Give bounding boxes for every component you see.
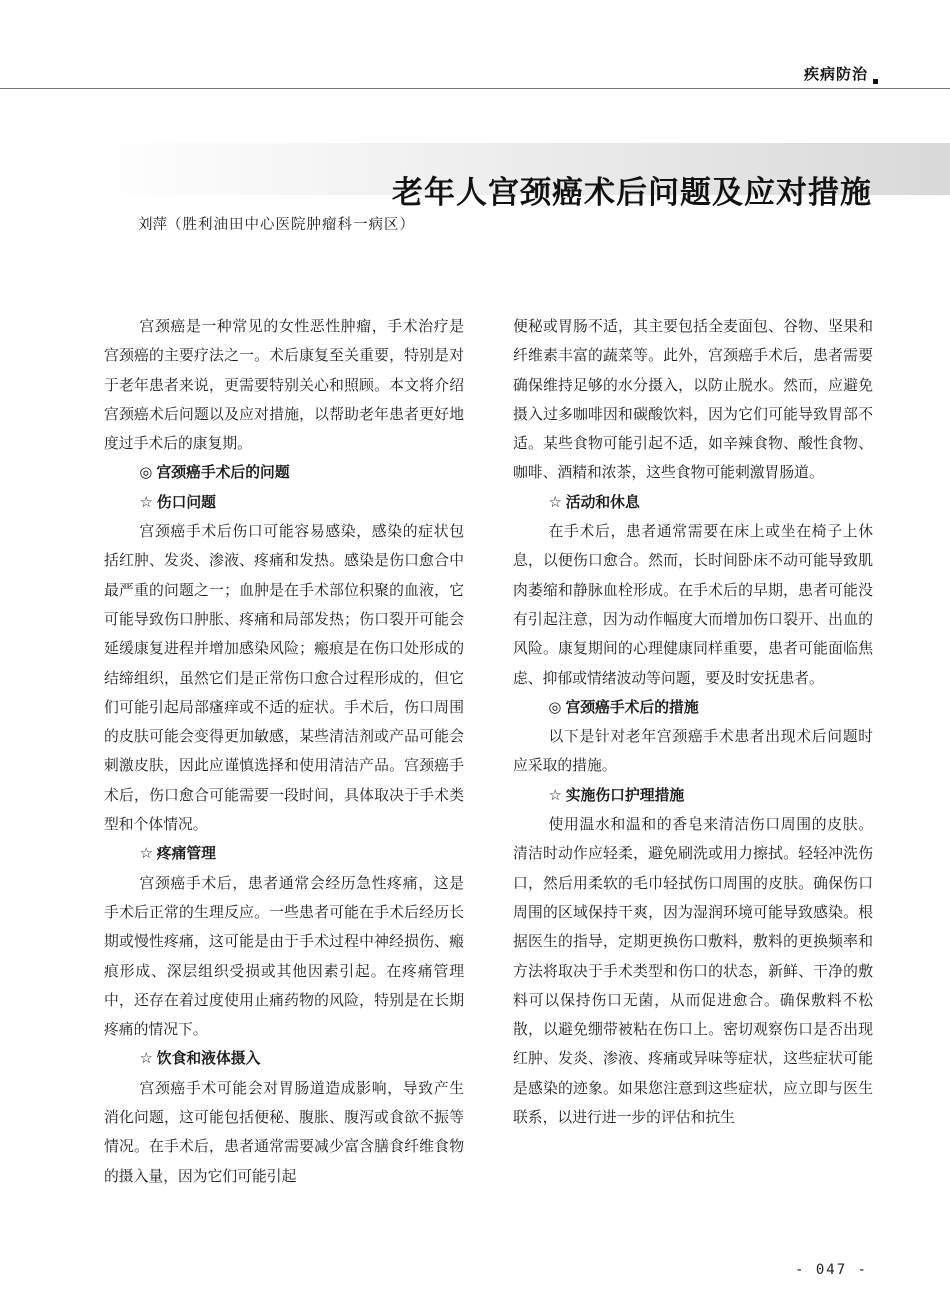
section-heading [104, 488, 464, 517]
section-heading [104, 839, 464, 868]
section-heading-text: 疼痛管理 [156, 845, 216, 863]
section-heading [104, 1044, 464, 1073]
body-paragraph: 宫颈癌手术可能会对胃肠道造成影响，导致产生消化问题，这可能包括便秘、腹胀、腹泻或食欲不振等情况。在手术后，患者通常需要减少富含膳食纤维食物的摄入量，因为它们可能引起 [104, 1079, 464, 1185]
star-icon: ☆ [139, 493, 153, 511]
star-icon: ☆ [139, 845, 153, 863]
left-column [104, 312, 464, 1191]
header-rule [0, 88, 950, 89]
star-icon: ☆ [139, 1050, 153, 1068]
right-column [513, 312, 873, 1132]
header-section-label: 疾病防治 [803, 65, 868, 83]
star-icon: ☆ [548, 493, 562, 511]
author-affiliation: （胜利油田中心医院肿瘤科一病区） [167, 217, 415, 233]
header-square-marker [873, 79, 878, 84]
body-paragraph: 在手术后，患者通常需要在床上或坐在椅子上休息，以便伤口愈合。然而，长时间卧床不动可能导致肌肉萎缩和静脉血栓形成。在手术后的早期，患者可能没有引起注意，因为动作幅度大而增加伤口裂开、出血的风险。康复期间的心理健康同样重要，患者可能面临焦虑、抑郁或情绪波动等问题，要及时安抚患者。 [513, 523, 873, 687]
double-circle-icon: ◎ [139, 464, 153, 482]
body-paragraph: 便秘或胃肠不适，其主要包括全麦面包、谷物、坚果和纤维素丰富的蔬菜等。此外，宫颈癌手术后，患者需要确保维持足够的水分摄入，以防止脱水。然而，应避免摄入过多咖啡因和碳酸饮料，因为它们可能导致胃部不适。某些食物可能引起不适，如辛辣食物、酸性食物、咖啡、酒精和浓茶，这些食物可能刺激胃肠道。 [513, 318, 873, 482]
star-icon: ☆ [548, 786, 562, 804]
section-heading-text: 宫颈癌手术后的问题 [156, 464, 290, 482]
page-number: - 047 - [794, 1262, 868, 1278]
section-heading [513, 781, 873, 810]
section-heading [513, 693, 873, 722]
section-heading [513, 488, 873, 517]
section-heading-text: 活动和休息 [565, 493, 640, 511]
article-title: 老年人宫颈癌术后问题及应对措施 [392, 174, 872, 211]
author-name: 刘萍 [138, 217, 167, 233]
section-heading-text: 伤口问题 [156, 493, 216, 511]
section-heading-text: 宫颈癌手术后的措施 [565, 698, 699, 716]
body-paragraph: 宫颈癌手术后伤口可能容易感染，感染的症状包括红肿、发炎、渗液、疼痛和发热。感染是伤口愈合中最严重的问题之一；血肿是在手术部位积聚的血液，它可能导致伤口肿胀、疼痛和局部发热；伤口裂开可能会延缓康复进程并增加感染风险；瘢痕是在伤口处形成的结缔组织，虽然它们是正常伤口愈合过程形成的，但它们可能引起局部瘙痒或不适的症状。手术后，伤口周围的皮肤可能会变得更加敏感，某些清洁剂或产品可能会刺激皮肤，因此应谨慎选择和使用清洁产品。宫颈癌手术后，伤口愈合可能需要一段时间，具体取决于手术类型和个体情况。 [104, 523, 464, 834]
body-paragraph: 以下是针对老年宫颈癌手术患者出现术后问题时应采取的措施。 [513, 728, 873, 775]
author-line [138, 213, 415, 234]
body-paragraph: 使用温水和温和的香皂来清洁伤口周围的皮肤。清洁时动作应轻柔，避免刷洗或用力擦拭。轻轻冲洗伤口，然后用柔软的毛巾轻拭伤口周围的皮肤。确保伤口周围的区域保持干爽，因为湿润环境可能导致感染。根据医生的指导，定期更换伤口敷料，敷料的更换频率和方法将取决于手术类型和伤口的状态，新鲜、干净的敷料可以保持伤口无菌，从而促进愈合。确保敷料不松散，以避免绷带被粘在伤口上。密切观察伤口是否出现红肿、发炎、渗液、疼痛或异味等症状，这些症状可能是感染的迹象。如果您注意到这些症状，应立即与医生联系，以进行进一步的评估和抗生 [513, 816, 873, 1127]
body-paragraph: 宫颈癌手术后，患者通常会经历急性疼痛，这是手术后正常的生理反应。一些患者可能在手术后经历长期或慢性疼痛，这可能是由于手术过程中神经损伤、瘢痕形成、深层组织受损或其他因素引起。在疼痛管理中，还存在着过度使用止痛药物的风险，特别是在长期疼痛的情况下。 [104, 874, 464, 1039]
section-heading [104, 458, 464, 487]
double-circle-icon: ◎ [548, 698, 562, 716]
section-heading-text: 实施伤口护理措施 [565, 786, 685, 804]
body-paragraph: 宫颈癌是一种常见的女性恶性肿瘤，手术治疗是宫颈癌的主要疗法之一。术后康复至关重要，特别是对于老年患者来说，更需要特别关心和照顾。本文将介绍宫颈癌术后问题以及应对措施，以帮助老年患者更好地度过手术后的康复期。 [104, 318, 464, 453]
section-heading-text: 饮食和液体摄入 [156, 1050, 261, 1068]
